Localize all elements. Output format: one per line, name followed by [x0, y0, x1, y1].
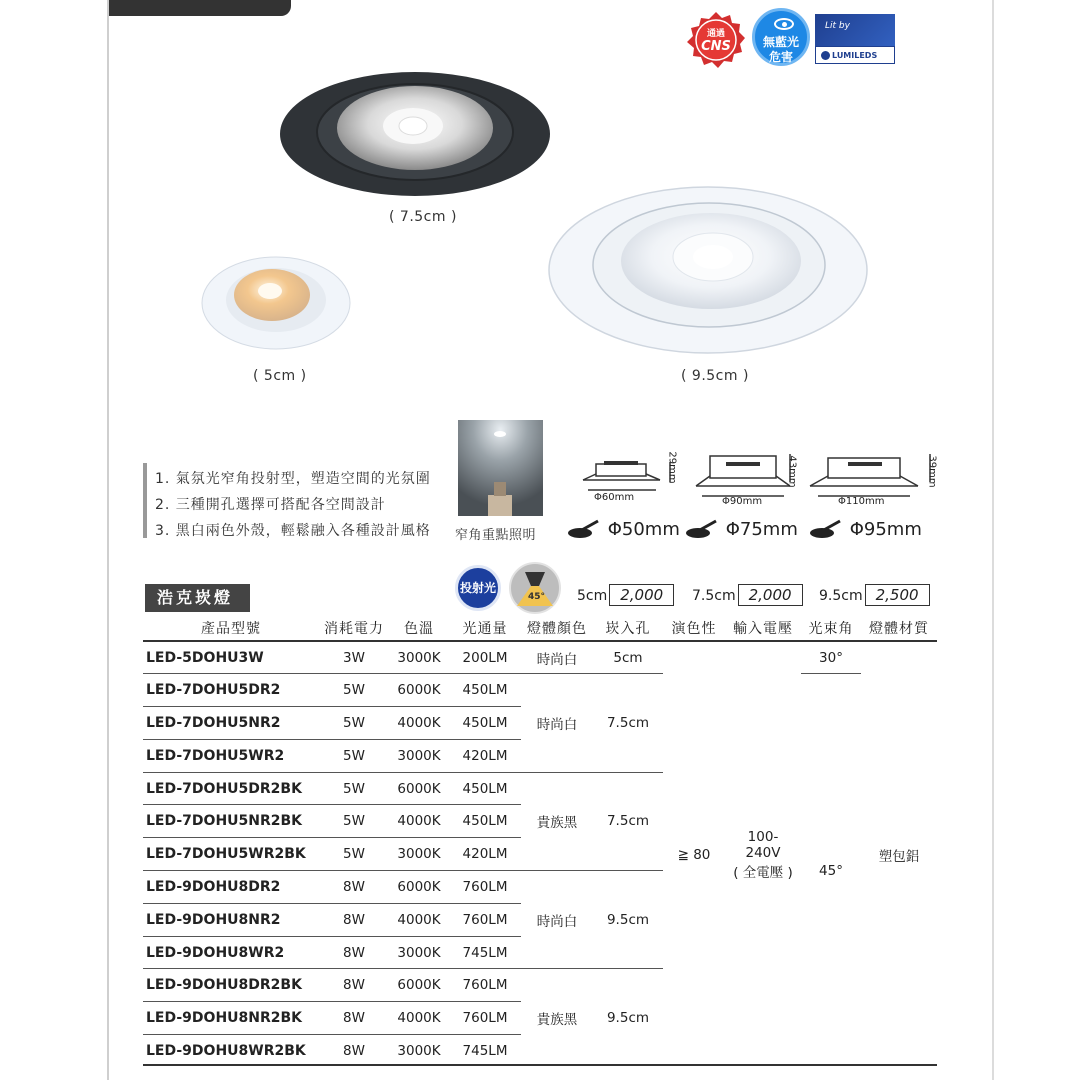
- cutout-label-large: Φ110mm: [838, 496, 885, 507]
- price-size: 9.5cm: [819, 588, 863, 604]
- cct-cell: 3000K: [389, 739, 449, 772]
- size-caption-5cm: ( 5cm ): [253, 368, 307, 384]
- cct-cell: 6000K: [389, 969, 449, 1002]
- model-cell: LED-9DOHU8WR2BK: [146, 1043, 306, 1060]
- table-bottom-rule: [143, 1064, 937, 1066]
- spotlight-badge: 投射光: [455, 565, 501, 611]
- column-header: 崁入孔: [593, 615, 663, 641]
- cct-cell: 3000K: [389, 838, 449, 871]
- cct-cell: 6000K: [389, 871, 449, 904]
- cns-badge-main-text: CNS: [701, 39, 731, 54]
- power-cell: 8W: [343, 1043, 365, 1060]
- voltage-line: ( 全電壓 ): [733, 864, 793, 881]
- hole-size-small: [566, 518, 680, 540]
- model-cell: LED-5DOHU3W: [143, 641, 319, 674]
- cct-cell: 4000K: [389, 707, 449, 740]
- cns-certification-badge: [685, 10, 747, 70]
- feature-item: 1. 氣氛光窄角投射型，塑造空間的光氛圍: [155, 471, 431, 487]
- size-caption-9-5cm: ( 9.5cm ): [681, 368, 749, 384]
- cns-badge-top-text: 通過: [706, 29, 726, 39]
- lumen-cell: 760LM: [449, 903, 521, 936]
- model-cell: LED-9DOHU8WR2: [143, 936, 319, 969]
- cct-cell: 4000K: [389, 1002, 449, 1035]
- power-cell: 5W: [319, 805, 389, 838]
- power-cell: 5W: [319, 674, 389, 707]
- model-cell: LED-7DOHU5DR2: [143, 674, 319, 707]
- lumen-cell: 760LM: [449, 871, 521, 904]
- hole-cell: 9.5cm: [593, 871, 663, 969]
- power-cell: 8W: [319, 871, 389, 904]
- price-7-5cm: [692, 584, 803, 606]
- model-cell: LED-7DOHU5WR2BK: [143, 838, 319, 871]
- power-cell: 5W: [319, 739, 389, 772]
- light-cone-icon: [509, 562, 561, 614]
- downlight-black-image: [278, 70, 553, 200]
- lit-by-text: Lit by: [825, 21, 850, 31]
- lumen-cell: 450LM: [449, 805, 521, 838]
- model-cell: LED-9DOHU8DR2: [143, 871, 319, 904]
- lumileds-badge: [815, 14, 895, 64]
- hole-size-small-label: Φ50mm: [607, 518, 680, 540]
- spec-table: [143, 615, 937, 1067]
- body-color-cell: 貴族黑: [536, 1012, 578, 1029]
- lumen-cell: 745LM: [449, 936, 521, 969]
- model-cell: LED-7DOHU5DR2BK: [143, 772, 319, 805]
- table-header-row: [143, 615, 937, 641]
- voltage-line: 240V: [745, 844, 781, 861]
- feature-item: 2. 三種開孔選擇可搭配各空間設計: [155, 497, 386, 513]
- cct-cell: 3000K: [389, 936, 449, 969]
- power-cell: 8W: [319, 1002, 389, 1035]
- height-label-large: 39mm: [926, 455, 938, 488]
- lumen-cell: 420LM: [449, 739, 521, 772]
- column-header: 消耗電力: [319, 615, 389, 641]
- beam-angle-cell: 30°: [801, 641, 861, 674]
- cutout-label-medium: Φ90mm: [722, 496, 763, 507]
- column-header: 演色性: [663, 615, 725, 641]
- power-cell: 8W: [319, 969, 389, 1002]
- room-photo-caption: 窄角重點照明: [455, 528, 537, 543]
- power-cell: 3W: [319, 641, 389, 674]
- column-header: 色溫: [389, 615, 449, 641]
- section-title: 浩克崁燈: [145, 584, 250, 612]
- lumen-cell: 420LM: [449, 838, 521, 871]
- body-color-cell: 時尚白: [521, 871, 593, 969]
- cct-cell: 4000K: [389, 903, 449, 936]
- column-header: 燈體顏色: [521, 615, 593, 641]
- lumileds-brand-row: [815, 46, 895, 64]
- power-cell: 5W: [319, 838, 389, 871]
- hole-cell: 5cm: [593, 641, 663, 674]
- room-lighting-photo: [458, 420, 543, 516]
- right-margin-rule: [992, 0, 994, 1080]
- column-header: 光束角: [801, 615, 861, 641]
- column-header: 產品型號: [143, 615, 319, 641]
- lumen-cell: 760LM: [449, 1002, 521, 1035]
- hole-cell: 7.5cm: [593, 772, 663, 870]
- no-blue-light-line2: 危害: [768, 50, 793, 64]
- model-cell: LED-7DOHU5WR2: [143, 739, 319, 772]
- model-cell: LED-9DOHU8DR2BK: [143, 969, 319, 1002]
- column-header: 燈體材質: [861, 615, 937, 641]
- power-cell: 5W: [319, 707, 389, 740]
- feature-item: 3. 黑白兩色外殼，輕鬆融入各種設計風格: [155, 523, 431, 539]
- downlight-white-warm-image: [200, 255, 352, 355]
- cct-cell: 3000K: [397, 1043, 441, 1060]
- lumileds-brand-text: LUMILEDS: [832, 51, 878, 60]
- lumen-cell: 450LM: [449, 674, 521, 707]
- saw-icon: [566, 519, 602, 539]
- material-cell: 塑包鋁: [878, 848, 920, 865]
- lumen-cell: 745LM: [462, 1043, 508, 1060]
- hole-cell: 9.5cm: [606, 1010, 650, 1027]
- header-tab-bar: [109, 0, 291, 16]
- model-cell: LED-7DOHU5NR2: [143, 707, 319, 740]
- body-color-cell: 貴族黑: [521, 772, 593, 870]
- price-size: 7.5cm: [692, 588, 736, 604]
- features-accent-bar: [143, 463, 147, 538]
- saw-icon: [684, 519, 720, 539]
- price-9-5cm: [819, 584, 930, 606]
- hole-cell: 7.5cm: [593, 674, 663, 772]
- cct-cell: 4000K: [389, 805, 449, 838]
- lumen-cell: 450LM: [449, 707, 521, 740]
- cutout-label-small: Φ60mm: [594, 492, 635, 503]
- cct-cell: 6000K: [389, 674, 449, 707]
- eye-icon: [774, 18, 794, 30]
- size-caption-7-5cm: ( 7.5cm ): [389, 209, 457, 225]
- price-value: 2,000: [609, 584, 674, 606]
- body-color-cell: 時尚白: [521, 641, 593, 674]
- price-size: 5cm: [577, 588, 608, 604]
- table-row: [143, 641, 937, 674]
- cct-cell: 3000K: [389, 641, 449, 674]
- model-cell: LED-9DOHU8NR2: [143, 903, 319, 936]
- column-header: 輸入電壓: [725, 615, 801, 641]
- beam-angle-label: 45°: [528, 592, 546, 602]
- voltage-line: 100-: [747, 828, 779, 845]
- lumen-cell: 450LM: [449, 772, 521, 805]
- beam-angle-cell: 45°: [819, 862, 843, 879]
- hole-size-large: [808, 518, 922, 540]
- column-header: 光通量: [449, 615, 521, 641]
- lumen-cell: 200LM: [449, 641, 521, 674]
- power-cell: 5W: [319, 772, 389, 805]
- model-cell: LED-9DOHU8NR2BK: [143, 1002, 319, 1035]
- cct-cell: 6000K: [389, 772, 449, 805]
- price-value: 2,500: [865, 584, 930, 606]
- price-value: 2,000: [738, 584, 803, 606]
- beam-angle-badge: [509, 562, 561, 614]
- height-label-small: 29mm: [666, 451, 678, 484]
- model-cell: LED-7DOHU5NR2BK: [143, 805, 319, 838]
- voltage-cell: [725, 641, 801, 1067]
- hole-size-medium: [684, 518, 798, 540]
- power-cell: 8W: [319, 936, 389, 969]
- no-blue-light-line1: 無藍光: [762, 35, 799, 49]
- lumileds-logo-icon: [821, 51, 830, 60]
- cri-cell: ≧ 80: [677, 846, 711, 863]
- no-blue-light-badge: [752, 8, 810, 66]
- price-5cm: [577, 584, 674, 606]
- height-label-medium: 43mm: [786, 455, 798, 488]
- body-color-cell: 時尚白: [521, 674, 593, 772]
- lumen-cell: 760LM: [449, 969, 521, 1002]
- power-cell: 8W: [319, 903, 389, 936]
- downlight-white-image: [547, 185, 870, 355]
- table-row: [143, 674, 937, 707]
- hole-size-medium-label: Φ75mm: [725, 518, 798, 540]
- feature-list: [155, 466, 431, 544]
- saw-icon: [808, 519, 844, 539]
- hole-size-large-label: Φ95mm: [849, 518, 922, 540]
- left-margin-rule: [107, 0, 109, 1080]
